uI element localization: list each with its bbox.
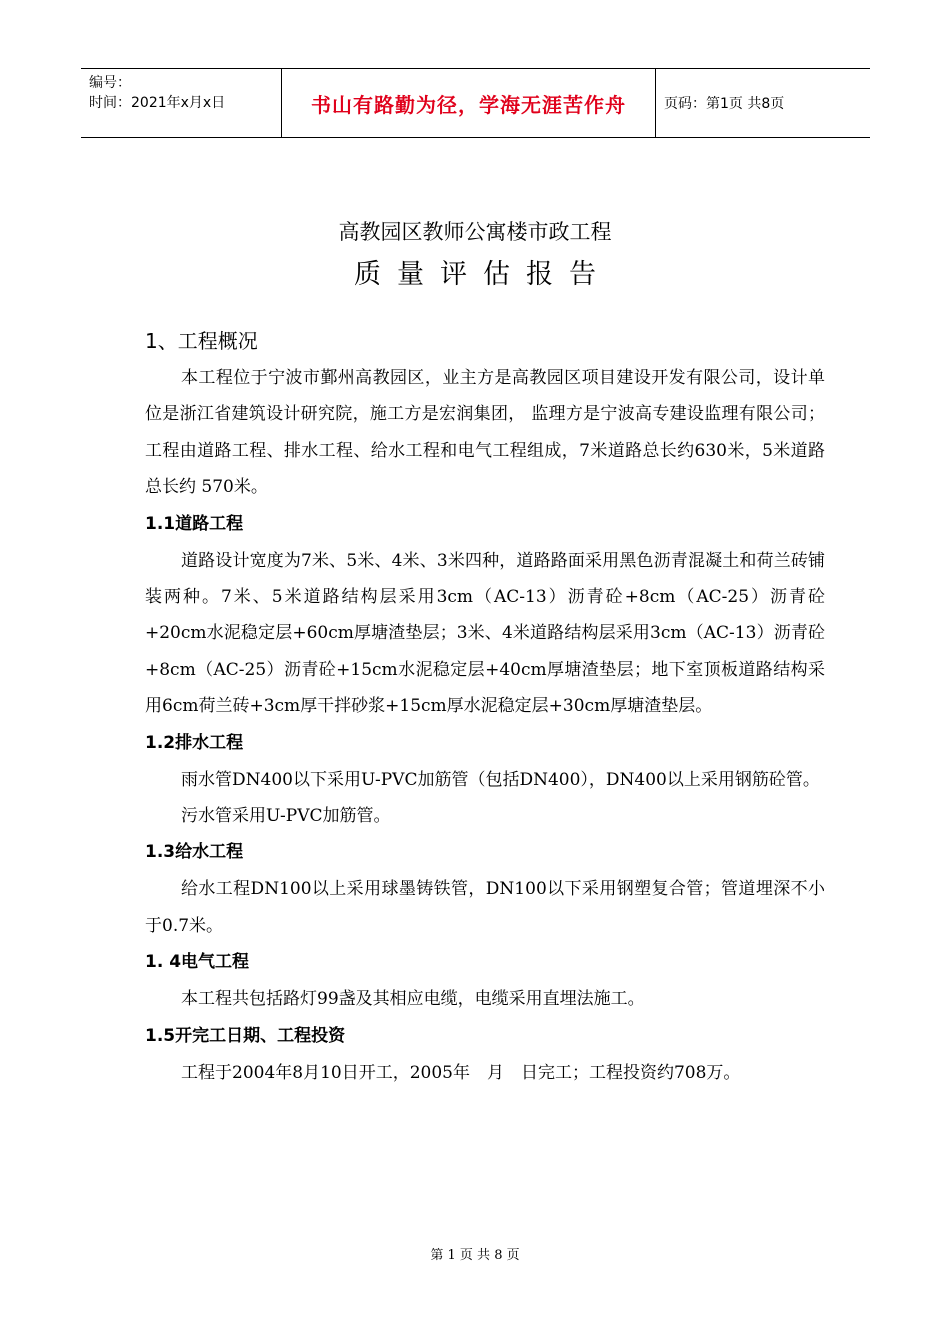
subsection-heading: 1. 4电气工程: [145, 952, 250, 973]
report-body: [145, 322, 825, 1091]
subsection-heading: 1.3给水工程: [145, 842, 244, 863]
header-motto: 书山有路勤为径，学海无涯苦作舟: [281, 69, 656, 137]
subsection-heading: 1.1道路工程: [145, 513, 244, 534]
paragraph: 雨水管DN400以下采用U-PVC加筋管（包括DN400），DN400以上采用钢筋砼管。: [181, 769, 820, 790]
paragraph: 本工程位于宁波市鄞州高教园区，业主方是高教园区项目建设开发有限公司，设计单位是浙江省建筑设计研究院，施工方是宏润集团， 监理方是宁波高专建设监理有限公司；工程由道路工程、排水工程、给水工程和电气工程组成，7米道路总长约630米，5米道路总长约 570米。: [145, 368, 825, 498]
paragraph: 给水工程DN100以上采用球墨铸铁管，DN100以下采用钢塑复合管；管道埋深不小于0.7米。: [145, 879, 825, 936]
report-title-main: 质量评估报告: [354, 259, 612, 290]
paragraph: 污水管采用U-PVC加筋管。: [181, 806, 391, 827]
section-heading: 1、工程概况: [145, 329, 258, 353]
header-page-info: 页码：第1页 共8页: [664, 96, 785, 112]
document-number-label: 编号：: [89, 75, 131, 91]
paragraph: 道路设计宽度为7米、5米、4米、3米四种，道路路面采用黑色沥青混凝土和荷兰砖铺装两种。7米、5米道路结构层采用3cm（AC-13）沥青砼+8cm（AC-25）沥青砼+20cm水泥稳定层+60cm厚塘渣垫层；3米、4米道路结构层采用3cm（AC-13）沥青砼+8cm（AC-25）沥青砼+15cm水泥稳定层+40cm厚塘渣垫层；地下室顶板道路结构采用6cm荷兰砖+3cm厚干拌砂浆+15cm厚水泥稳定层+30cm厚塘渣垫层。: [145, 550, 825, 717]
document-date: 时间：2021年x月x日: [89, 95, 226, 111]
page-footer: 第 1 页 共 8 页: [430, 1248, 520, 1263]
page-header: [81, 68, 870, 138]
header-meta: [81, 69, 281, 137]
subsection-heading: 1.5开完工日期、工程投资: [145, 1025, 346, 1046]
subsection-heading: 1.2排水工程: [145, 732, 244, 753]
paragraph: 本工程共包括路灯99盏及其相应电缆，电缆采用直埋法施工。: [181, 989, 645, 1010]
paragraph: 工程于2004年8月10日开工，2005年 月 日完工；工程投资约708万。: [181, 1062, 741, 1083]
report-title-project: 高教园区教师公寓楼市政工程: [338, 220, 612, 244]
